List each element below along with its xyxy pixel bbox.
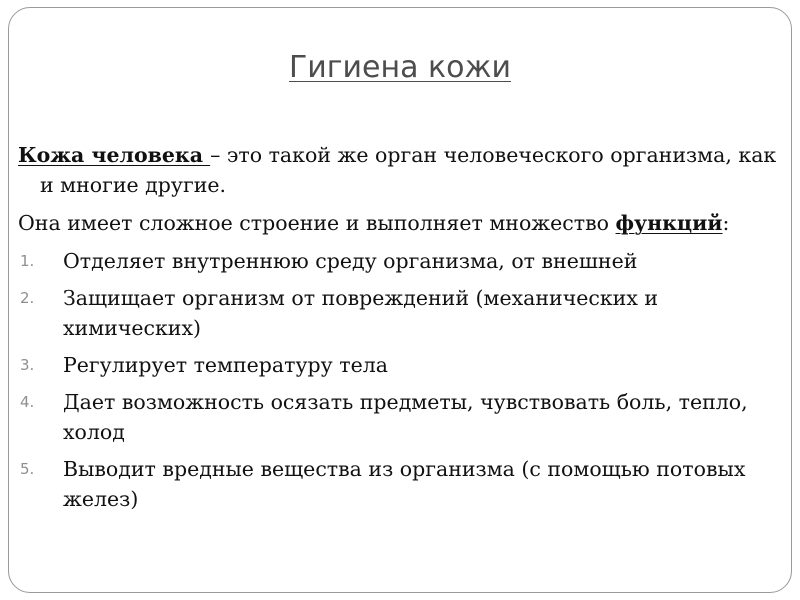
list-item bbox=[18, 387, 784, 447]
slide-title-text: Гигиена кожи bbox=[288, 50, 512, 85]
list-item-number: 2. bbox=[20, 289, 35, 307]
list-item-text: Регулирует температуру тела bbox=[63, 353, 388, 377]
list-item bbox=[18, 246, 784, 276]
slide-body bbox=[18, 140, 784, 521]
list-item bbox=[18, 350, 784, 380]
list-item-number: 1. bbox=[20, 252, 35, 270]
list-item-number: 4. bbox=[20, 393, 35, 411]
intro-term: Кожа человека bbox=[18, 143, 211, 167]
functions-paragraph bbox=[18, 208, 784, 238]
list-item-number: 5. bbox=[20, 460, 35, 478]
slide-title bbox=[0, 50, 800, 86]
functions-term: функций bbox=[615, 211, 723, 235]
list-item-text: Защищает организм от повреждений (механических и химических) bbox=[63, 286, 659, 340]
functions-colon: : bbox=[722, 211, 730, 235]
list-item-text: Отделяет внутреннюю среду организма, от внешней bbox=[63, 249, 638, 273]
list-item-text: Дает возможность осязать предметы, чувствовать боль, тепло, холод bbox=[63, 390, 748, 444]
intro-paragraph bbox=[18, 140, 784, 200]
list-item-number: 3. bbox=[20, 356, 35, 374]
list-item bbox=[18, 454, 784, 514]
functions-list bbox=[18, 246, 784, 514]
list-item bbox=[18, 283, 784, 343]
intro-rest: – это такой же орган человеческого организма, как и многие другие. bbox=[40, 143, 777, 197]
list-item-text: Выводит вредные вещества из организма (с помощью потовых желез) bbox=[63, 457, 746, 511]
functions-text: Она имеет сложное строение и выполняет множество bbox=[18, 211, 616, 235]
